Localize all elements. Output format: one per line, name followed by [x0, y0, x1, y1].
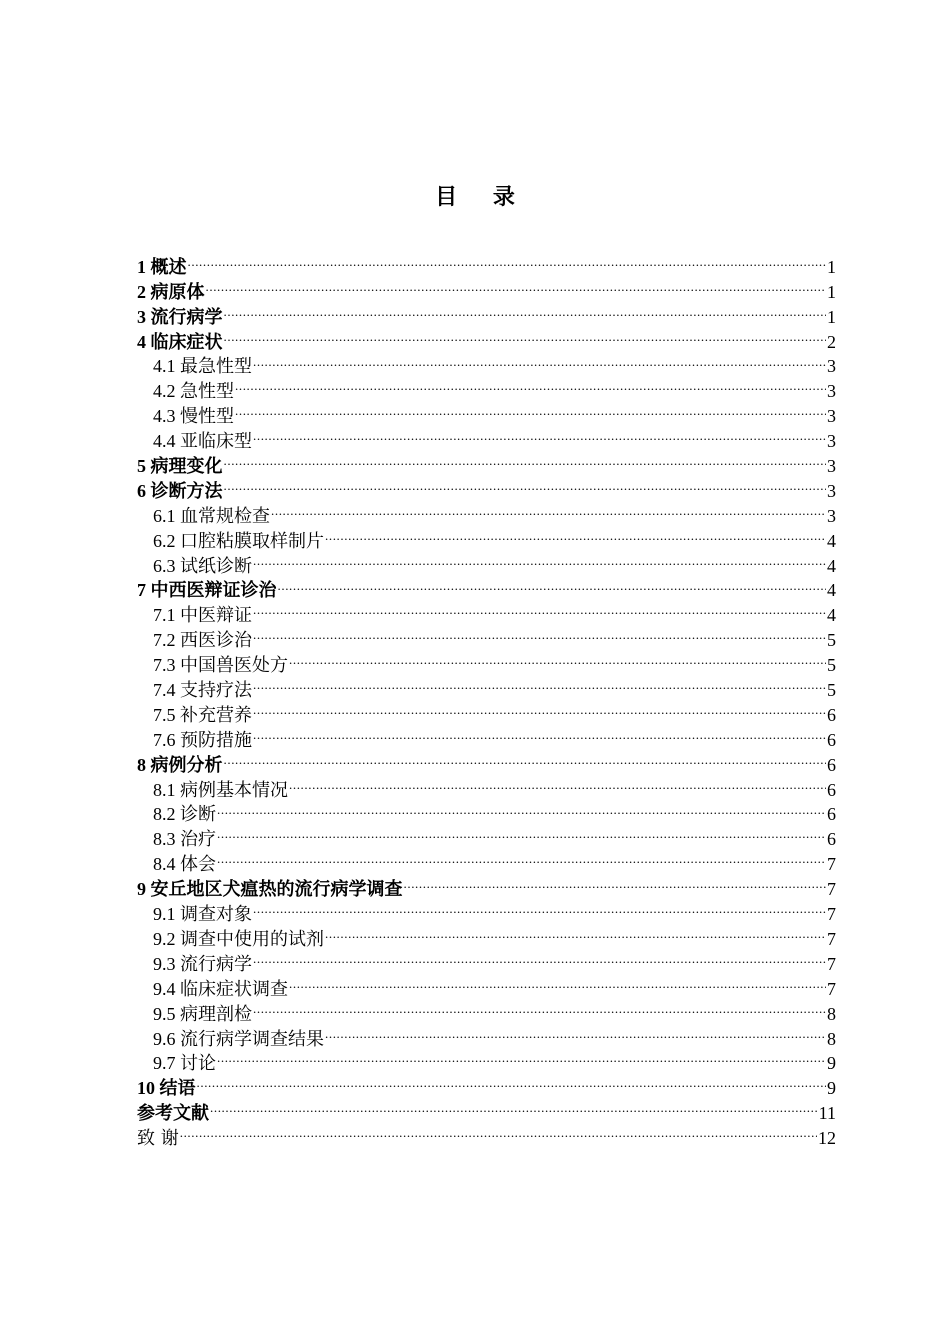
toc-entry-page-number: 3: [827, 431, 836, 452]
toc-entry[interactable]: [137, 323, 836, 353]
toc-entry-number: 6.1: [153, 505, 176, 526]
toc-entry-label: 病例基本情况: [180, 779, 288, 801]
dot-leader: [235, 372, 826, 397]
toc-entry-label: 调查对象: [180, 904, 252, 926]
toc-entry-label: 最急性型: [180, 356, 252, 378]
dot-leader: [235, 397, 826, 422]
toc-entry-page-number: 7: [827, 854, 836, 875]
toc-entry-page-number: 11: [818, 1103, 836, 1124]
dot-leader: [278, 572, 827, 597]
dot-leader: [253, 945, 826, 970]
toc-entry-title: [137, 280, 205, 306]
toc-entry[interactable]: [137, 771, 836, 801]
toc-entry-title: [153, 827, 216, 853]
toc-entry-title: [153, 1002, 252, 1028]
toc-entry-title: [153, 603, 252, 629]
toc-entry-label: 流行病学: [150, 306, 223, 328]
toc-entry-label: 结语: [159, 1078, 196, 1100]
toc-entry-number: 9.4: [153, 978, 176, 999]
toc-entry-page-number: 7: [827, 978, 836, 999]
toc-entry-title: [137, 305, 223, 331]
toc-entry-page-number: 8: [827, 1003, 836, 1024]
toc-entry-page-number: 6: [827, 704, 836, 725]
toc-entry-page-number: 3: [827, 406, 836, 427]
toc-entry[interactable]: [137, 472, 836, 502]
toc-entry[interactable]: [137, 447, 836, 478]
toc-entry[interactable]: [137, 820, 836, 851]
toc-entry-number: 8: [137, 754, 146, 775]
dot-leader: [224, 746, 827, 771]
dot-leader: [224, 298, 827, 323]
toc-entry-label: 血常规检查: [180, 505, 270, 527]
toc-entry-label: 急性型: [180, 381, 234, 403]
toc-title: 目 录: [435, 185, 529, 210]
toc-entry-number: 9.5: [153, 1003, 176, 1024]
toc-entry-number: 6.2: [153, 530, 176, 551]
toc-entry[interactable]: [137, 746, 836, 776]
dot-leader: [253, 547, 826, 572]
toc-entry-number: 7.5: [153, 704, 176, 725]
toc-entry-label: 调查中使用的试剂: [180, 928, 324, 950]
toc-entry-number: 9.2: [153, 928, 176, 949]
toc-entry-label: 概述: [150, 256, 187, 278]
toc-entry-label: 慢性型: [180, 406, 234, 428]
toc-entry-number: 8.1: [153, 779, 176, 800]
toc-entry-title: [153, 554, 252, 580]
dot-leader: [325, 522, 826, 547]
toc-entry-label: 诊断: [180, 804, 216, 826]
toc-entry-page-number: 4: [827, 605, 836, 626]
toc-entry-label: 口腔粘膜取样制片: [180, 530, 324, 552]
toc-entry[interactable]: [137, 497, 836, 527]
toc-entry-label: 安丘地区犬瘟热的流行病学调查: [150, 879, 403, 901]
toc-entry-number: 4.1: [153, 356, 176, 377]
toc-entry-number: 7.6: [153, 729, 176, 750]
toc-entry-page-number: 12: [818, 1128, 836, 1149]
toc-entry-number: 9.6: [153, 1028, 176, 1049]
toc-entry-title: [137, 255, 187, 281]
toc-entry[interactable]: [137, 372, 836, 403]
toc-entry-title: [153, 703, 252, 729]
toc-entry-label: 临床症状: [150, 331, 223, 353]
toc-entry[interactable]: [137, 348, 836, 378]
toc-entry-label: 临床症状调查: [180, 978, 288, 1000]
toc-entry-page-number: 6: [827, 729, 836, 750]
toc-entry-number: 6.3: [153, 555, 176, 576]
toc-entry-page-number: 9: [827, 1078, 836, 1099]
toc-entry[interactable]: [137, 870, 836, 901]
toc-entry-label: 中西医辩证诊治: [150, 580, 277, 602]
toc-entry-number: 7.4: [153, 680, 176, 701]
toc-entry-page-number: 3: [827, 456, 836, 477]
toc-entry-title: [153, 678, 252, 704]
toc-entry[interactable]: [137, 422, 836, 453]
toc-entry-title: [153, 504, 270, 530]
toc-entry-number: 4.3: [153, 406, 176, 427]
toc-entry-page-number: 4: [827, 555, 836, 576]
dot-leader: [253, 721, 826, 746]
toc-entry-title: [137, 1076, 196, 1102]
toc-entry-number: 4.4: [153, 431, 176, 452]
toc-entry-page-number: 5: [827, 655, 836, 676]
toc-entry-number: 6: [137, 480, 146, 501]
toc-entry-title: [153, 404, 234, 430]
toc-entry-title: [137, 454, 223, 480]
toc-entry-number: 7.3: [153, 655, 176, 676]
toc-entry-page-number: 3: [827, 381, 836, 402]
toc-entry-page-number: 2: [827, 331, 836, 352]
toc-entry-number: 5: [137, 456, 146, 477]
toc-entry-number: 7.2: [153, 630, 176, 651]
toc-entry-number: 3: [137, 306, 146, 327]
toc-entry-title: [153, 952, 252, 978]
dot-leader: [253, 696, 826, 721]
dot-leader: [253, 596, 826, 621]
toc-entry-number: 8.4: [153, 854, 176, 875]
toc-entry-label: 治疗: [180, 829, 216, 851]
toc-entry-number: 4: [137, 331, 146, 352]
dot-leader: [180, 1119, 817, 1144]
toc-entry-page-number: 7: [827, 879, 836, 900]
dot-leader: [210, 1094, 818, 1119]
toc-entry-page-number: 3: [827, 356, 836, 377]
toc-entry-number: 8.3: [153, 829, 176, 850]
toc-entry-label: 病理变化: [150, 456, 223, 478]
toc-entry-page-number: 3: [827, 505, 836, 526]
toc-entry-label: 西医诊治: [180, 630, 252, 652]
dot-leader: [206, 273, 827, 298]
toc-entry-label: 补充营养: [180, 704, 252, 726]
toc-entry[interactable]: [137, 298, 836, 328]
toc-entry-page-number: 4: [827, 530, 836, 551]
toc-entry-page-number: 5: [827, 680, 836, 701]
dot-leader: [217, 1045, 826, 1070]
toc-entry-label: 预防措施: [180, 729, 252, 751]
toc-entry-page-number: 5: [827, 630, 836, 651]
toc-entry-title: [137, 1126, 179, 1152]
toc-entry-title: [153, 802, 216, 828]
toc-entry-label: 病理剖检: [180, 1003, 252, 1025]
dot-leader: [325, 1020, 826, 1045]
dot-leader: [404, 870, 827, 895]
toc-entry-number: 9.1: [153, 904, 176, 925]
toc-entry-label: 中国兽医处方: [180, 655, 288, 677]
toc-entry-label: 病例分析: [150, 754, 223, 776]
toc-entry-number: 2: [137, 281, 146, 302]
toc-entry[interactable]: [137, 1045, 836, 1075]
toc-entry-label: 中医辩证: [180, 605, 252, 627]
toc-entry-number: 9.3: [153, 953, 176, 974]
dot-leader: [289, 970, 826, 995]
dot-leader: [217, 820, 826, 845]
toc-entry-number: 8.2: [153, 804, 176, 825]
dot-leader: [217, 845, 826, 870]
toc-entry-label: 讨论: [180, 1053, 216, 1075]
toc-entry-page-number: 8: [827, 1028, 836, 1049]
dot-leader: [224, 472, 827, 497]
toc-entry-label: 诊断方法: [150, 480, 223, 502]
dot-leader: [253, 422, 826, 447]
dot-leader: [253, 895, 826, 920]
toc-entry-page-number: 1: [827, 281, 836, 302]
toc-entry-number: 7: [137, 580, 146, 601]
dot-leader: [289, 771, 826, 796]
toc-entry-number: 1: [137, 256, 146, 277]
dot-leader: [289, 646, 826, 671]
toc-entry-page-number: 7: [827, 904, 836, 925]
toc-entry-page-number: 1: [827, 306, 836, 327]
dot-leader: [253, 621, 826, 646]
toc-entry-page-number: 6: [827, 804, 836, 825]
toc-entry-title: [153, 628, 252, 654]
toc-entry-label: 参考文献: [137, 1103, 209, 1125]
toc-entry-title: [153, 852, 216, 878]
toc-entry[interactable]: [137, 796, 836, 826]
toc-entry[interactable]: [137, 1069, 836, 1100]
toc-entry-number: 7.1: [153, 605, 176, 626]
toc-entry-label: 流行病学调查结果: [180, 1028, 324, 1050]
toc-entry-label: 试纸诊断: [180, 555, 252, 577]
toc-entry-title: [137, 330, 223, 356]
toc-entry-label: 亚临床型: [180, 431, 252, 453]
dot-leader: [271, 497, 826, 522]
toc-entry-page-number: 1: [827, 256, 836, 277]
toc-entry[interactable]: [137, 248, 836, 278]
toc-entry-page-number: 7: [827, 953, 836, 974]
dot-leader: [188, 248, 827, 273]
toc-entry-label: 流行病学: [180, 953, 252, 975]
dot-leader: [253, 348, 826, 373]
dot-leader: [325, 920, 826, 945]
toc-entry-label: 致 谢: [137, 1128, 179, 1150]
dot-leader: [224, 447, 827, 472]
toc-entry-page-number: 6: [827, 829, 836, 850]
toc-entry[interactable]: [137, 845, 836, 876]
toc-entry[interactable]: [137, 1094, 836, 1125]
toc-entry-page-number: 7: [827, 928, 836, 949]
toc-entry-title: [153, 379, 234, 405]
toc-entry[interactable]: [137, 273, 836, 303]
dot-leader: [197, 1069, 827, 1094]
toc-entry[interactable]: [137, 397, 836, 428]
toc-entry-page-number: 6: [827, 779, 836, 800]
toc-entry-number: 4.2: [153, 381, 176, 402]
toc-entry-page-number: 4: [827, 580, 836, 601]
toc-entry-title: [153, 902, 252, 928]
toc-entry-label: 支持疗法: [180, 680, 252, 702]
toc-entry-page-number: 3: [827, 480, 836, 501]
toc-entry-label: 体会: [180, 854, 216, 876]
toc-entry-title: [137, 479, 223, 505]
dot-leader: [224, 323, 827, 348]
toc-entry-number: 9.7: [153, 1053, 176, 1074]
toc-entry-number: 10: [137, 1078, 155, 1099]
dot-leader: [217, 796, 826, 821]
toc-entry-title: [137, 753, 223, 779]
dot-leader: [253, 671, 826, 696]
toc-entry-page-number: 6: [827, 754, 836, 775]
toc-entry-label: 病原体: [150, 281, 205, 303]
toc-entry-number: 9: [137, 879, 146, 900]
dot-leader: [253, 995, 826, 1020]
toc-entry-page-number: 9: [827, 1053, 836, 1074]
toc-entry[interactable]: [137, 1119, 836, 1150]
table-of-contents: [137, 248, 836, 1150]
